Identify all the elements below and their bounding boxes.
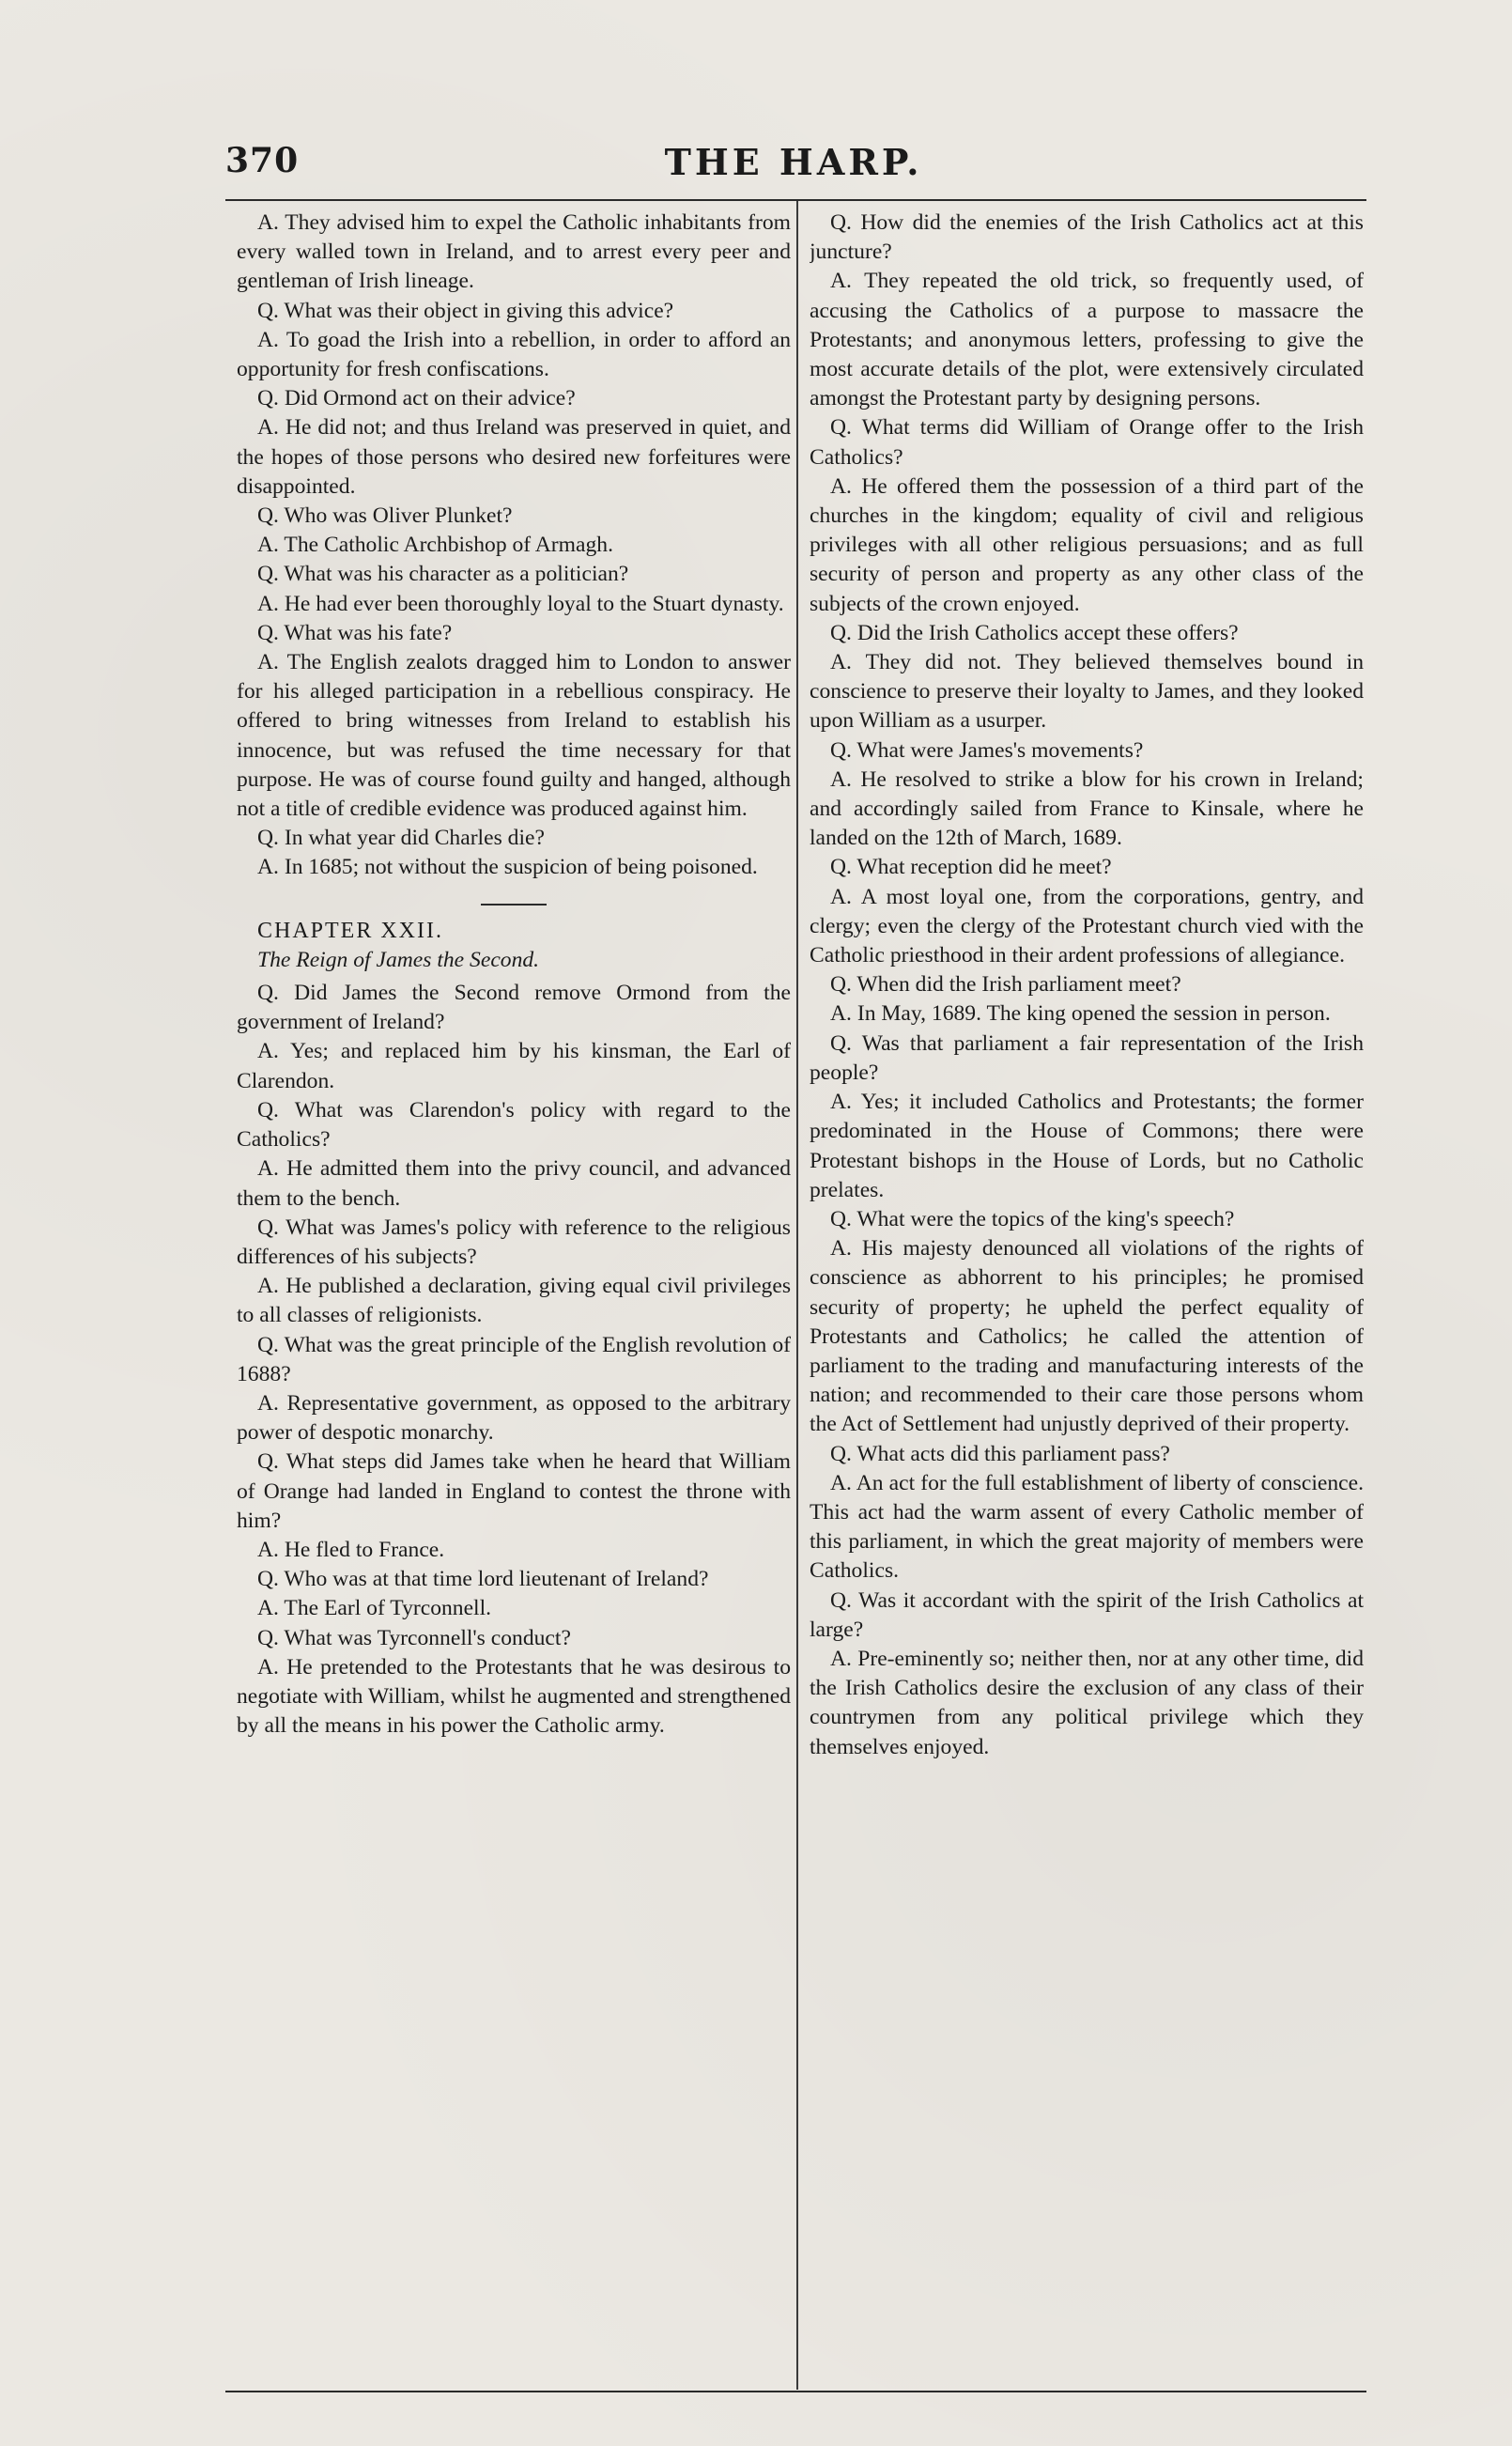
- paragraph: A. In May, 1689. The king opened the session in person.: [830, 1001, 1331, 1027]
- paragraph: Q. What was their object in giving this advice?: [257, 298, 674, 323]
- paragraph: A. He offered them the possession of a third part of the churches in the kingdom; equality of civil and religious privileges with all other religious persuasions; and as full security of person and property as any other class of the subjects of the crown enjoyed.: [810, 473, 1364, 616]
- left-column: [237, 209, 791, 2386]
- paragraph: Q. Who was at that time lord lieutenant of Ireland?: [257, 1567, 709, 1592]
- paragraph: A. He published a declaration, giving equal civil privileges to all classes of religionists.: [237, 1274, 791, 1328]
- paragraph: A. Yes; and replaced him by his kinsman, the Earl of Clarendon.: [237, 1039, 791, 1093]
- paragraph: Q. Did Ormond act on their advice?: [257, 386, 576, 411]
- paragraph: A. Yes; it included Catholics and Protestants; the former predominated in the House of Commons; there were Protestant bishops in the House of Lords, but no Catholic prelates.: [810, 1090, 1364, 1202]
- journal-title: THE HARP.: [664, 141, 923, 183]
- paragraph: A. He did not; and thus Ireland was preserved in quiet, and the hopes of those persons who desired new forfeitures were disappointed.: [237, 415, 791, 499]
- paragraph: A. A most loyal one, from the corporations, gentry, and clergy; even the clergy of the Protestant church vied with the Catholic priesthood in their ardent professions of allegiance.: [810, 884, 1364, 968]
- chapter-subtitle: The Reign of James the Second.: [257, 947, 540, 972]
- column-divider: [796, 201, 798, 2390]
- paragraph: Q. What were the topics of the king's speech?: [830, 1206, 1235, 1231]
- paragraph: A. To goad the Irish into a rebellion, in order to afford an opportunity for fresh confiscations.: [237, 327, 791, 382]
- paragraph: Q. What was Clarendon's policy with regard to the Catholics?: [237, 1097, 791, 1153]
- paragraph: A. He fled to France.: [257, 1537, 445, 1562]
- paragraph: A. They did not. They believed themselves bound in conscience to preserve their loyalty to James, and they looked upon William as a usurper.: [810, 650, 1364, 734]
- paragraph: Q. What was James's policy with reference to the religious differences of his subjects?: [237, 1215, 791, 1269]
- paragraph: A. The Earl of Tyrconnell.: [257, 1596, 492, 1621]
- paragraph: Q. Did James the Second remove Ormond from the government of Ireland?: [237, 981, 791, 1035]
- paragraph: Q. What was the great principle of the English revolution of 1688?: [237, 1332, 791, 1386]
- paragraph: A. Representative government, as opposed to the arbitrary power of despotic monarchy.: [237, 1390, 791, 1446]
- paragraph: A. In 1685; not without the suspicion of being poisoned.: [257, 855, 758, 880]
- chapter-separator: [481, 904, 547, 906]
- footer-rule: [225, 2391, 1366, 2392]
- paragraph: A. An act for the full establishment of liberty of conscience. This act had the warm assent of every Catholic member of this parliament, in which the great majority of members were Catholics.: [810, 1470, 1364, 1584]
- paragraph: Q. Who was Oliver Plunket?: [257, 503, 513, 529]
- right-column: [810, 209, 1364, 2386]
- paragraph: A. They repeated the old trick, so frequently used, of accusing the Catholics of a purpose to massacre the Protestants; and anonymous letters, professing to give the most accurate details of the plot, were extensively circulated amongst the Protestant party by designing persons.: [810, 269, 1364, 411]
- paragraph: Q. What terms did William of Orange offer to the Irish Catholics?: [810, 415, 1364, 470]
- paragraph: Q. When did the Irish parliament meet?: [830, 972, 1181, 998]
- paragraph: Q. What was his fate?: [257, 620, 453, 645]
- paragraph: Q. How did the enemies of the Irish Catholics act at this juncture?: [810, 210, 1364, 265]
- paragraph: Q. Was that parliament a fair representation of the Irish people?: [810, 1030, 1364, 1085]
- paragraph: Q. Did the Irish Catholics accept these offers?: [830, 620, 1239, 645]
- paragraph: A. The Catholic Archbishop of Armagh.: [257, 533, 613, 558]
- paragraph: Q. What acts did this parliament pass?: [830, 1441, 1170, 1466]
- paragraph: A. He resolved to strike a blow for his crown in Ireland; and accordingly sailed from France to Kinsale, where he landed on the 12th of March, 1689.: [810, 766, 1364, 851]
- paragraph: A. The English zealots dragged him to London to answer for his alleged participation in a rebellious conspiracy. He offered to bring witnesses from Ireland to establish his innocence, but was refused the time necessary for that purpose. He was of course found guilty and hanged, although not a title of credible evidence was produced against him.: [237, 650, 791, 822]
- paragraph: A. He had ever been thoroughly loyal to the Stuart dynasty.: [257, 591, 784, 616]
- paragraph: Q. What was his character as a politician?: [257, 562, 629, 587]
- paragraph: A. Pre-eminently so; neither then, nor at any other time, did the Irish Catholics desire the exclusion of any class of their countrymen from any political privilege which they themselves enjoyed.: [810, 1646, 1364, 1759]
- page-number: 370: [225, 141, 300, 180]
- paragraph: A. They advised him to expel the Catholic inhabitants from every walled town in Ireland, and to arrest every peer and gentleman of Irish lineage.: [237, 210, 791, 294]
- paragraph: Q. What reception did he meet?: [830, 855, 1112, 880]
- left-column-after-chapter: [237, 979, 791, 1741]
- paragraph: Q. What was Tyrconnell's conduct?: [257, 1625, 571, 1650]
- paragraph: Q. Was it accordant with the spirit of the Irish Catholics at large?: [810, 1587, 1364, 1642]
- paragraph: Q. What were James's movements?: [830, 737, 1144, 763]
- paragraph: Q. What steps did James take when he heard that William of Orange had landed in England to contest the throne with him?: [237, 1449, 791, 1533]
- page-header: [225, 141, 1362, 197]
- paragraph: Q. In what year did Charles die?: [257, 826, 545, 851]
- left-column-before-chapter: [237, 209, 791, 883]
- paragraph: A. He pretended to the Protestants that he was desirous to negotiate with William, whilst he augmented and strengthened by all the means in his power the Catholic army.: [237, 1654, 791, 1739]
- paragraph: A. His majesty denounced all violations of the rights of conscience as abhorrent to his principles; he promised security of property; he upheld the perfect equality of Protestants and Catholics; he called the attention of parliament to the trading and manufacturing interests of the nation; and recommended to their care those persons whom the Act of Settlement had unjustly deprived of their property.: [810, 1236, 1364, 1437]
- right-column-paragraphs: [810, 209, 1364, 1762]
- paragraph: A. He admitted them into the privy council, and advanced them to the bench.: [237, 1156, 791, 1211]
- chapter-heading: CHAPTER XXII.: [257, 918, 443, 943]
